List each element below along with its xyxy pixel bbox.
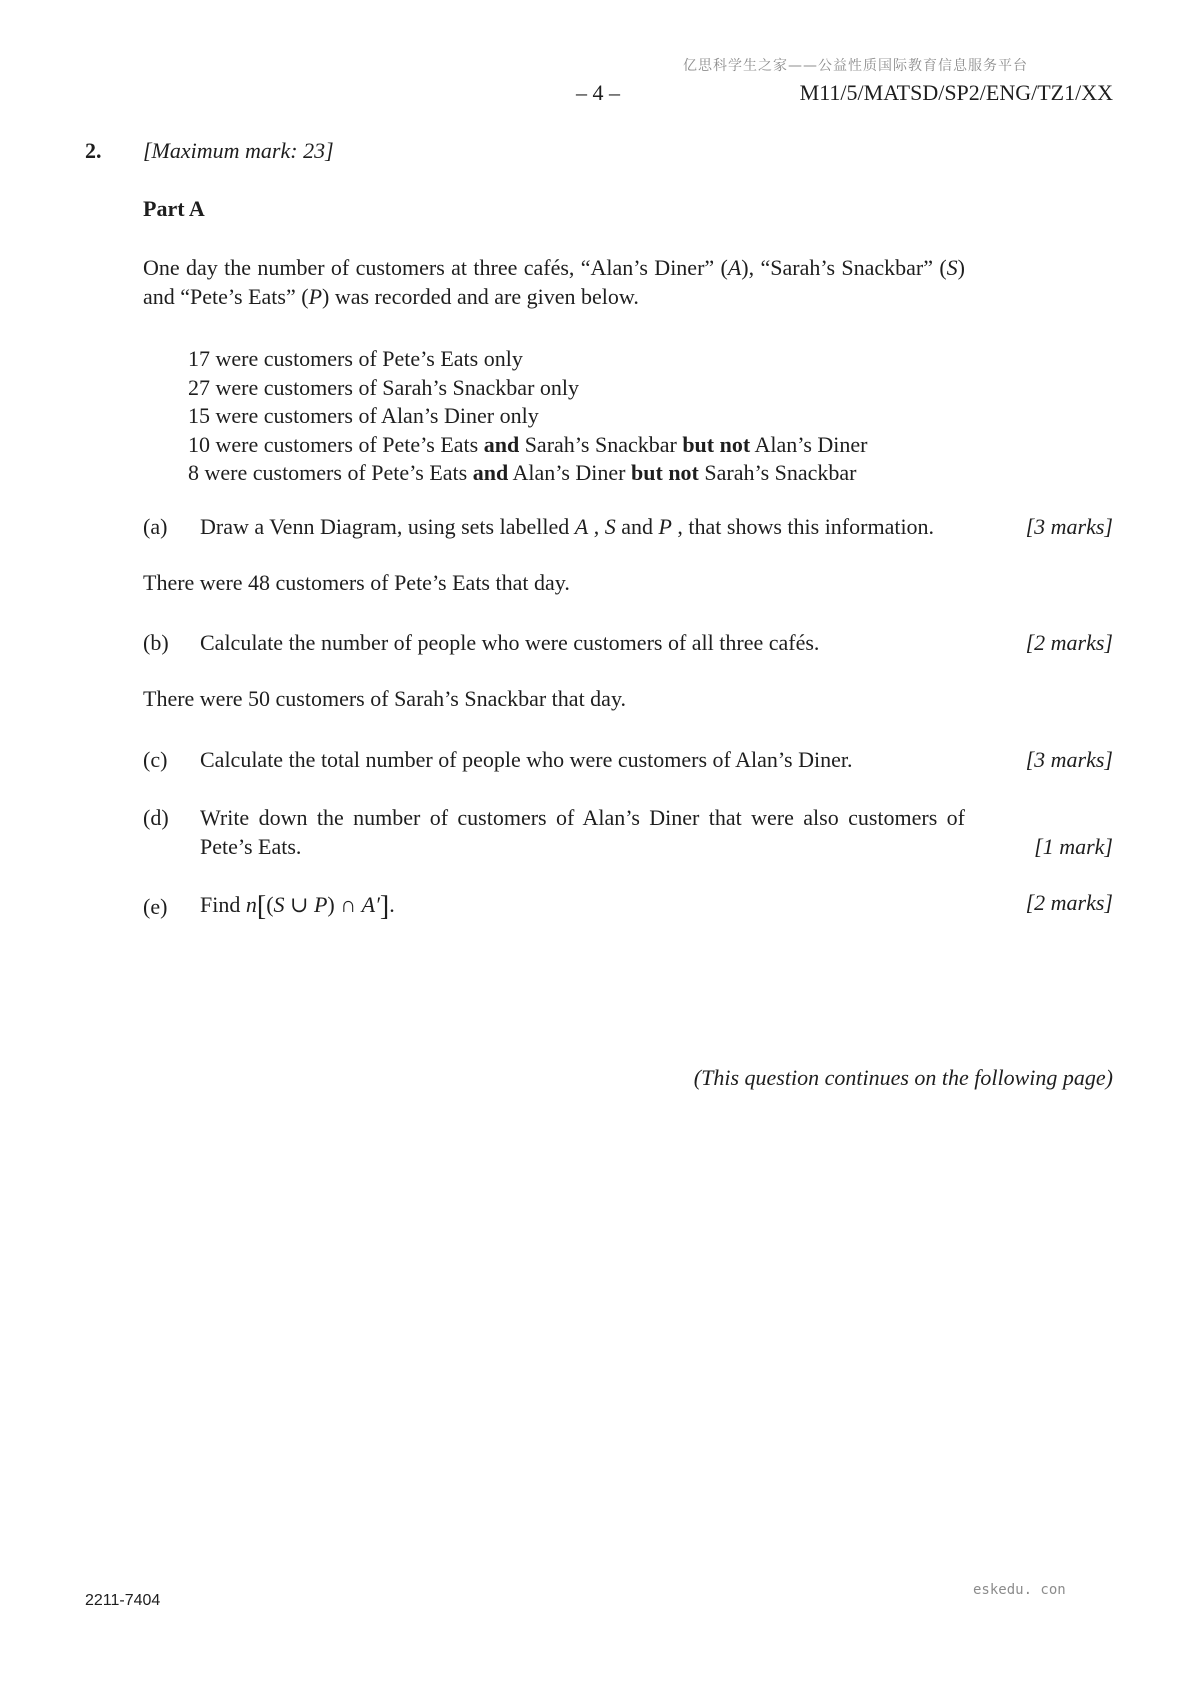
part-e-marks: [2 marks] [1025, 890, 1113, 915]
paper-code: M11/5/MATSD/SP2/ENG/TZ1/XX [799, 80, 1113, 105]
part-title: Part A [143, 196, 205, 221]
fact-item: 15 were customers of Alan’s Diner only [188, 403, 539, 429]
page-number: – 4 – [576, 80, 620, 105]
part-c-label: (c) [143, 747, 168, 772]
part-d-marks: [1 mark] [1034, 834, 1113, 859]
fact-item: 27 were customers of Sarah’s Snackbar only [188, 374, 580, 400]
part-d-text: Write down the number of customers of Alan’s Diner that were also customers of Pete’s Eats. [200, 805, 965, 859]
part-e-label: (e) [143, 894, 168, 919]
part-b-text: Calculate the number of people who were customers of all three cafés. [200, 630, 820, 655]
footer-code: 2211-7404 [85, 1592, 161, 1609]
fact-item: 17 were customers of Pete’s Eats only [188, 346, 523, 371]
info-petes-total: There were 48 customers of Pete’s Eats that day. [143, 570, 570, 595]
part-a-marks: [3 marks] [1025, 514, 1113, 539]
maximum-mark: [Maximum mark: 23] [143, 138, 334, 163]
part-d-label: (d) [143, 805, 169, 830]
intro-paragraph: One day the number of customers at three cafés, “Alan’s Diner” (A), “Sarah’s Snackbar” (S) and “Pete’s Eats” (P) was recorded and are given below. [143, 255, 965, 309]
facts-list [188, 345, 868, 488]
continues-note: (This question continues on the following page) [693, 1065, 1113, 1090]
part-e-text: Find n[(S ∪ P) ∩ A′]. [200, 891, 395, 922]
fact-item: 10 were customers of Pete’s Eats and Sarah’s Snackbar but not Alan’s Diner [188, 431, 868, 457]
footer-watermark: eskedu. con [973, 1582, 1066, 1598]
part-c-marks: [3 marks] [1025, 747, 1113, 772]
fact-item: 8 were customers of Pete’s Eats and Alan’s Diner but not Sarah’s Snackbar [188, 460, 857, 486]
info-sarahs-total: There were 50 customers of Sarah’s Snackbar that day. [143, 686, 627, 711]
part-a-label: (a) [143, 514, 168, 539]
part-c-text: Calculate the total number of people who were customers of Alan’s Diner. [200, 747, 853, 772]
part-b-marks: [2 marks] [1025, 630, 1113, 655]
part-a-text: Draw a Venn Diagram, using sets labelled A , S and P , that shows this information. [200, 514, 935, 539]
part-b-label: (b) [143, 630, 169, 655]
header-watermark: 亿思科学生之家——公益性质国际教育信息服务平台 [683, 58, 1028, 74]
question-number: 2. [85, 138, 102, 163]
